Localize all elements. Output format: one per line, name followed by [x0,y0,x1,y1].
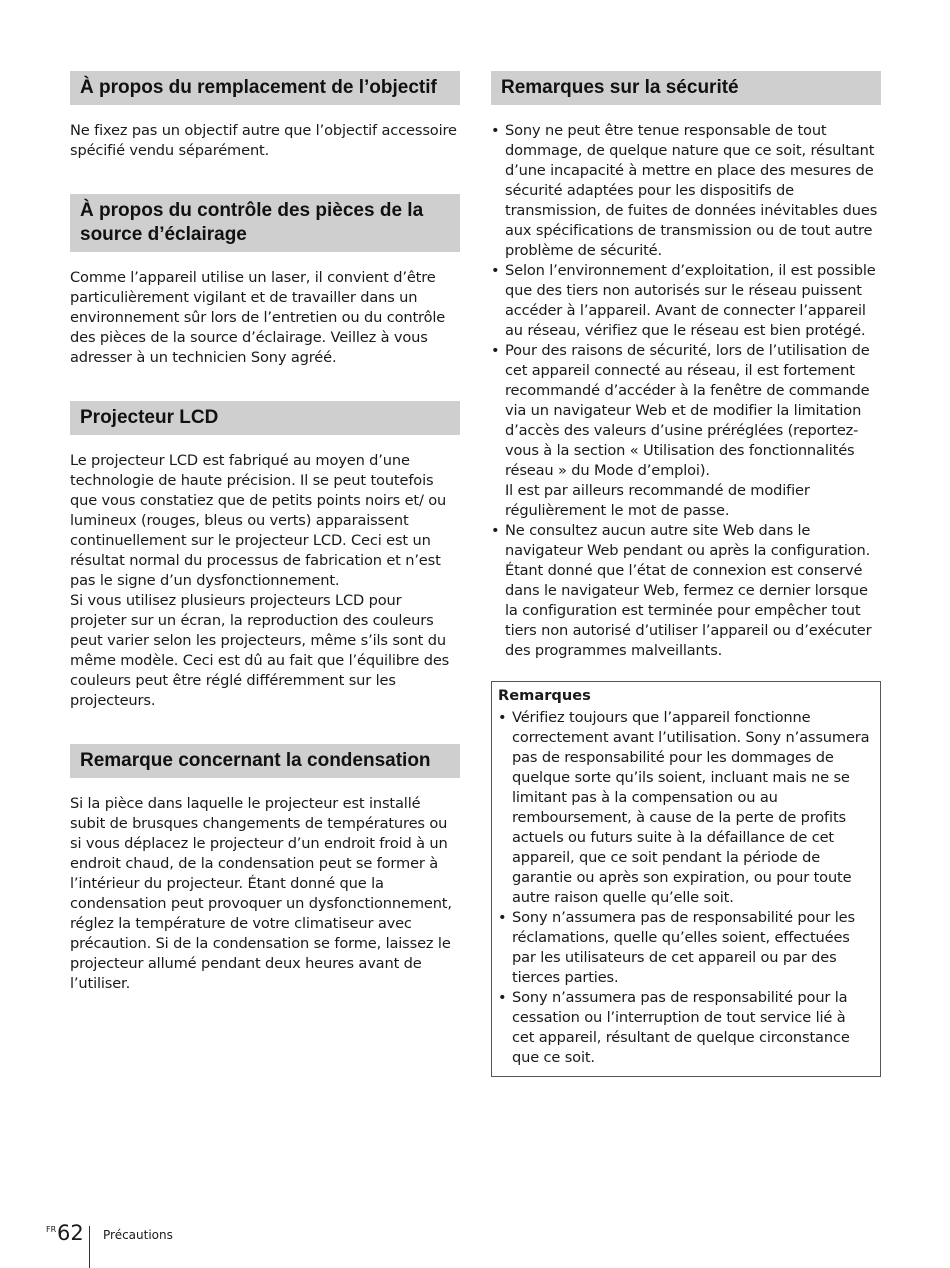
section-title-condensation: Remarque concernant la condensation [70,744,460,778]
notes-list [498,708,872,1068]
lcd-projector-text-2: Si vous utilisez plusieurs projecteurs LCD pour projeter sur un écran, la reproduction des couleurs peut varier selon les projecteurs, même s’ils sont du même modèle. Ceci est dû au fait que l’équilibre des couleurs peut être réglé différemment sur les projecteurs. [70,592,450,709]
light-source-text: Comme l’appareil utilise un laser, il convient d’être particulièrement vigilant et de travailler dans un environnement sûr lors de l’entretien ou du contrôle des pièces de la source d’éclairage. Veillez à vous adresser à un technicien Sony agréé. [70,269,446,366]
right-column [491,71,881,1077]
list-item: • Ne consultez aucun autre site Web dans le navigateur Web pendant ou après la configuration. Étant donné que l’état de connexion est conservé dans le navigateur Web, fermez ce dernier lorsque la configuration est terminée pour empêcher tout tiers non autorisé d’utiliser l’appareil ou d’exécuter des programmes malveillants. [491,522,872,659]
list-item-note: Il est par ailleurs recommandé de modifier régulièrement le mot de passe. [505,482,810,519]
left-column [70,71,460,994]
footer-section-name: Précautions [103,1228,173,1242]
condensation-text: Si la pièce dans laquelle le projecteur est installé subit de brusques changements de températures ou si vous déplacez le projecteur d’un endroit froid à un endroit chaud, de la condensation peut se former à l’intérieur du projecteur. Étant donné que la condensation peut provoquer un dysfonctionnement, réglez la température de votre climatiseur avec précaution. Si de la condensation se forme, laissez le projecteur allumé pendant deux heures avant de l’utiliser. [70,795,452,992]
security-list [491,121,881,661]
footer-divider [89,1226,90,1268]
section-title-security: Remarques sur la sécurité [491,71,881,105]
section-title-light-source: À propos du contrôle des pièces de la source d’éclairage [70,194,460,252]
section-title-lcd-projector: Projecteur LCD [70,401,460,435]
language-code: FR [46,1225,57,1234]
notes-title: Remarques [498,687,591,704]
section-title-lens-replacement: À propos du remplacement de l’objectif [70,71,460,105]
list-item: • Sony n’assumera pas de responsabilité pour la cessation ou l’interruption de tout service lié à cet appareil, résultant de quelque circonstance que ce soit. [498,989,850,1066]
list-item: • Sony n’assumera pas de responsabilité pour les réclamations, quelle qu’elles soient, effectuées par les utilisateurs de cet appareil ou par des tierces parties. [498,909,855,986]
notes-box [491,681,881,1077]
lcd-projector-text-1: Le projecteur LCD est fabriqué au moyen d’une technologie de haute précision. Il se peut toutefois que vous constatiez que de petits points noirs et/ ou lumineux (rouges, bleus ou verts) apparaissent continuellement sur le projecteur LCD. Ceci est un résultat normal du processus de fabrication et n’est pas le signe d’un dysfonctionnement. [70,452,447,589]
list-item: • Sony ne peut être tenue responsable de tout dommage, de quelque nature que ce soit, résultant d’une incapacité à mettre en place des mesures de sécurité adaptées pour les dispositifs de transmission, de fuites de données inévitables dues aux spécifications de transmission ou de tout autre problème de sécurité. [491,122,878,259]
list-item: • Pour des raisons de sécurité, lors de l’utilisation de cet appareil connecté au réseau, il est fortement recommandé d’accéder à la fenêtre de commande via un navigateur Web et de modifier la limitation d’accès des valeurs d’usine préréglées (reportez-vous à la section « Utilisation des fonctionnalités réseau » du Mode d’emploi). Il est par ailleurs recommandé de modifier régulièrement le mot de passe. [491,341,881,521]
lens-replacement-text: Ne fixez pas un objectif autre que l’objectif accessoire spécifié vendu séparément. [70,122,457,159]
list-item: • Selon l’environnement d’exploitation, il est possible que des tiers non autorisés sur le réseau puissent accéder à l’appareil. Avant de connecter l’appareil au réseau, vérifiez que le réseau est bien protégé. [491,262,876,339]
list-item: • Vérifiez toujours que l’appareil fonctionne correctement avant l’utilisation. Sony n’assumera pas de responsabilité pour les dommages de quelque sorte qu’ils soient, incluant mais ne se limitant pas à la compensation ou au remboursement, à cause de la perte de profits actuels ou futurs suite à la défaillance de cet appareil, que ce soit pendant la période de garantie ou après son expiration, ou pour toute autre raison quelle qu’elle soit. [498,709,870,906]
page-number: 62 [57,1221,84,1245]
